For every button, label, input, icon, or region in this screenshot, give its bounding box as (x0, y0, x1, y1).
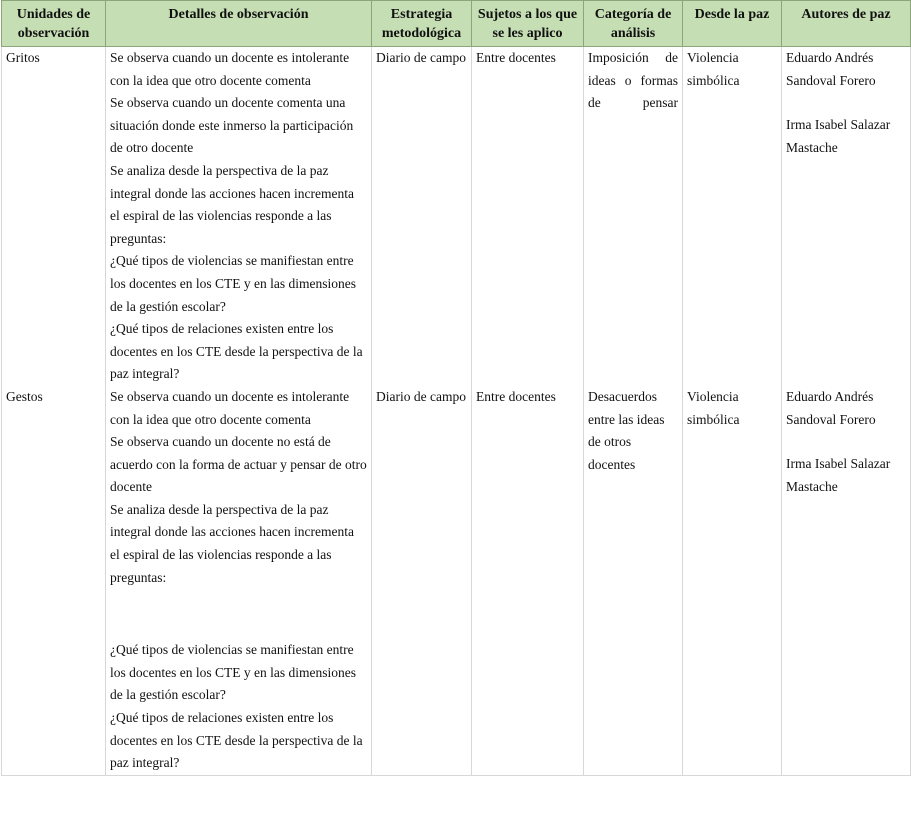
author-name: Irma Isabel Salazar Mastache (786, 117, 891, 155)
cell-autores (782, 47, 911, 386)
cell-categoria: Imposición de ideas o formas de pensar (584, 47, 683, 386)
header-estrategia: Estrategia metodológica (372, 1, 472, 47)
header-categoria: Categoría de análisis (584, 1, 683, 47)
cell-unidad: Gritos (2, 47, 106, 386)
author-name: Eduardo Andrés Sandoval Forero (786, 50, 876, 88)
cell-autores (782, 386, 911, 775)
detail-paragraph: Se observa cuando un docente es intolerante con la idea que otro docente comenta (110, 50, 350, 88)
header-unidades: Unidades de observación (2, 1, 106, 47)
cell-categoria: Desacuerdos entre las ideas de otros docentes (584, 386, 683, 775)
header-row (2, 1, 911, 47)
header-sujetos: Sujetos a los que se les aplico (472, 1, 584, 47)
detail-paragraph: ¿Qué tipos de violencias se manifiestan entre los docentes en los CTE y en las dimensiones de la gestión escolar? (110, 253, 356, 314)
cell-unidad: Gestos (2, 386, 106, 775)
detail-paragraph: Se observa cuando un docente comenta una situación donde este inmerso la participación de otro docente (110, 95, 354, 156)
header-desde-paz: Desde la paz (683, 1, 782, 47)
cell-detalles (106, 386, 372, 775)
author-name: Irma Isabel Salazar Mastache (786, 456, 891, 494)
header-autores: Autores de paz (782, 1, 911, 47)
cell-estrategia: Diario de campo (372, 386, 472, 775)
table-row-gestos (2, 386, 911, 775)
cell-sujetos: Entre docentes (472, 386, 584, 775)
cell-desde-paz: Violencia simbólica (683, 47, 782, 386)
author-name: Eduardo Andrés Sandoval Forero (786, 388, 876, 427)
cell-sujetos: Entre docentes (472, 47, 584, 386)
detail-paragraph: ¿Qué tipos de relaciones existen entre los docentes en los CTE desde la perspectiva de la paz integral? (110, 710, 363, 771)
detail-paragraph: Se analiza desde la perspectiva de la paz integral donde las acciones hacen incrementa el espiral de las violencias responde a las preguntas: (110, 501, 355, 585)
detail-paragraph: Se analiza desde la perspectiva de la paz integral donde las acciones hacen incrementa el espiral de las violencias responde a las preguntas: (110, 162, 355, 246)
detail-paragraph: Se observa cuando un docente es intolerante con la idea que otro docente comenta (110, 388, 350, 427)
cell-estrategia: Diario de campo (372, 47, 472, 386)
table-row-gritos (2, 47, 911, 386)
cell-detalles (106, 47, 372, 386)
observation-table (1, 0, 911, 776)
detail-paragraph: ¿Qué tipos de violencias se manifiestan entre los docentes en los CTE y en las dimensiones de la gestión escolar? (110, 642, 356, 703)
detail-paragraph: Se observa cuando un docente no está de acuerdo con la forma de actuar y pensar de otro docente (110, 434, 367, 495)
header-detalles: Detalles de observación (106, 1, 372, 47)
cell-desde-paz: Violencia simbólica (683, 386, 782, 775)
detail-paragraph: ¿Qué tipos de relaciones existen entre los docentes en los CTE desde la perspectiva de la paz integral? (110, 321, 363, 382)
